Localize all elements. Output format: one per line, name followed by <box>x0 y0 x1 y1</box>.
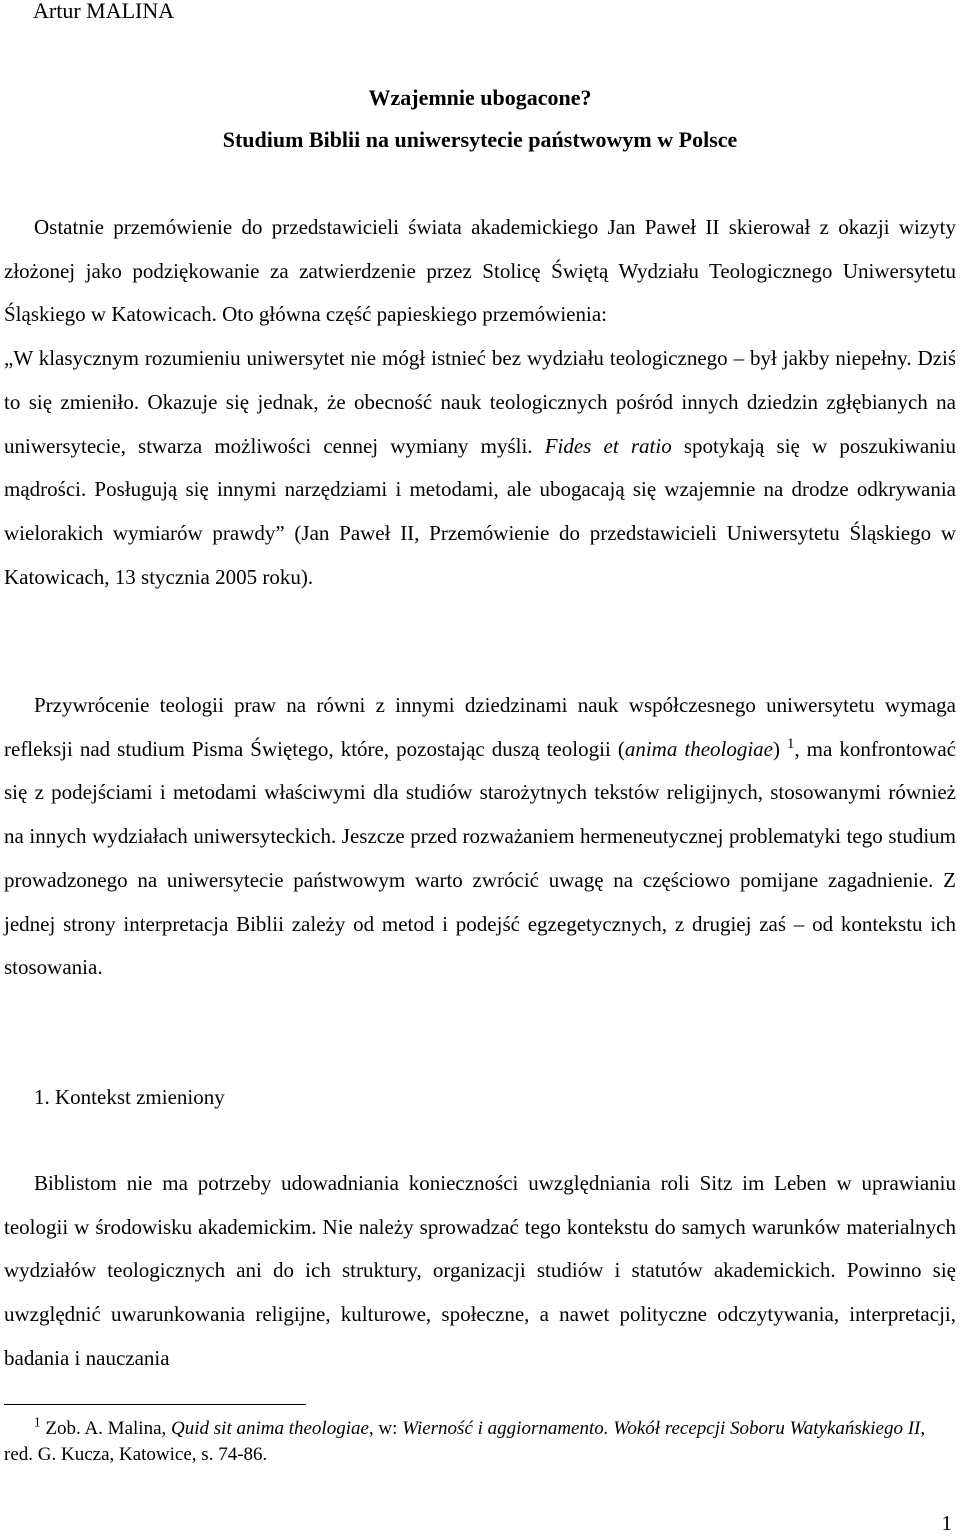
author-name: Artur MALINA <box>33 0 175 23</box>
article-title: Wzajemnie ubogacone? <box>368 85 592 110</box>
footnote-number: 1 <box>34 1414 41 1430</box>
paragraph-intro <box>4 206 956 599</box>
quote-italic-phrase: Fides et ratio <box>544 433 672 458</box>
section-heading: 1. Kontekst zmieniony <box>34 1085 225 1109</box>
italic-anima-theologiae: anima theologiae <box>624 736 774 761</box>
footnote-reference[interactable]: 1 <box>787 735 795 752</box>
paragraph-context: Biblistom nie ma potrzeby udowadniania konieczności uwzględniania roli Sitz im Leben w uprawianiu teologii w środowisku akademickim. Nie należy sprowadzać tego kontekstu do samych warunków materialnych wydziałów teologicznych ani do ich struktury, organizacji studiów i statutów akademickich. Powinno się uwzględnić uwarunkowania religijne, kulturowe, społeczne, a nawet polityczne odczytywania, interpretacji, badania i nauczania <box>4 1171 956 1370</box>
papal-quote: „W klasycznym rozumieniu uniwersytet nie mógł istnieć bez wydziału teologicznego – był jakby niepełny. Dziś to się zmieniło. Okazuje się jednak, że obecność nauk teologicznych pośród innych dziedzin zgłębianych na uniwersytecie, stwarza możliwości cennej wymiany myśli. Fides et ratio spotykają się w poszukiwaniu mądrości. Posługują się innymi narzędziami i metodami, ale ubogacają się wzajemnie na drodze odkrywania wielorakich wymiarów prawdy” (Jan Paweł II, Przemówienie do przedstawicieli Uniwersytetu Śląskiego w Katowicach, 13 stycznia 2005 roku). <box>4 346 956 589</box>
page-number: 1 <box>941 1511 952 1535</box>
footnote: $^1$ Zob. A. Malina, Quid sit anima theologiae, w: Wierność i aggiornamento. Wokół recepcji Soboru Watykańskiego II, red. G. Kucza, Katowice, s. 74-86. <box>4 1414 926 1465</box>
footnote-divider <box>4 1404 306 1405</box>
article-subtitle: Studium Biblii na uniwersytecie państwowym w Polsce <box>222 127 738 152</box>
intro-text: Ostatnie przemówienie do przedstawicieli świata akademickiego Jan Paweł II skierował z okazji wizyty złożonej jako podziękowanie za zatwierdzenie przez Stolicę Świętą Wydziału Teologicznego Uniwersytetu Śląskiego w Katowicach. Oto główna część papieskiego przemówienia: <box>4 215 956 327</box>
paragraph-theology: Przywrócenie teologii praw na równi z innymi dziedzinami nauk współczesnego uniwersytetu wymaga refleksji nad studium Pisma Świętego, które, pozostając duszą teologii (anima theologiae) $^1$, ma konfrontować się z podejściami i metodami właściwymi dla studiów starożytnych tekstów religijnych, stosowanymi również na innych wydziałach uniwersyteckich. Jeszcze przed rozważaniem hermeneutycznej problematyki tego studium prowadzonego na uniwersytecie państwowym warto zwrócić uwagę na częściowo pomijane zagadnienie. Z jednej strony interpretacja Biblii zależy od metod i podejść egzegetycznych, z drugiej zaś – od kontekstu ich stosowania. <box>4 693 956 980</box>
